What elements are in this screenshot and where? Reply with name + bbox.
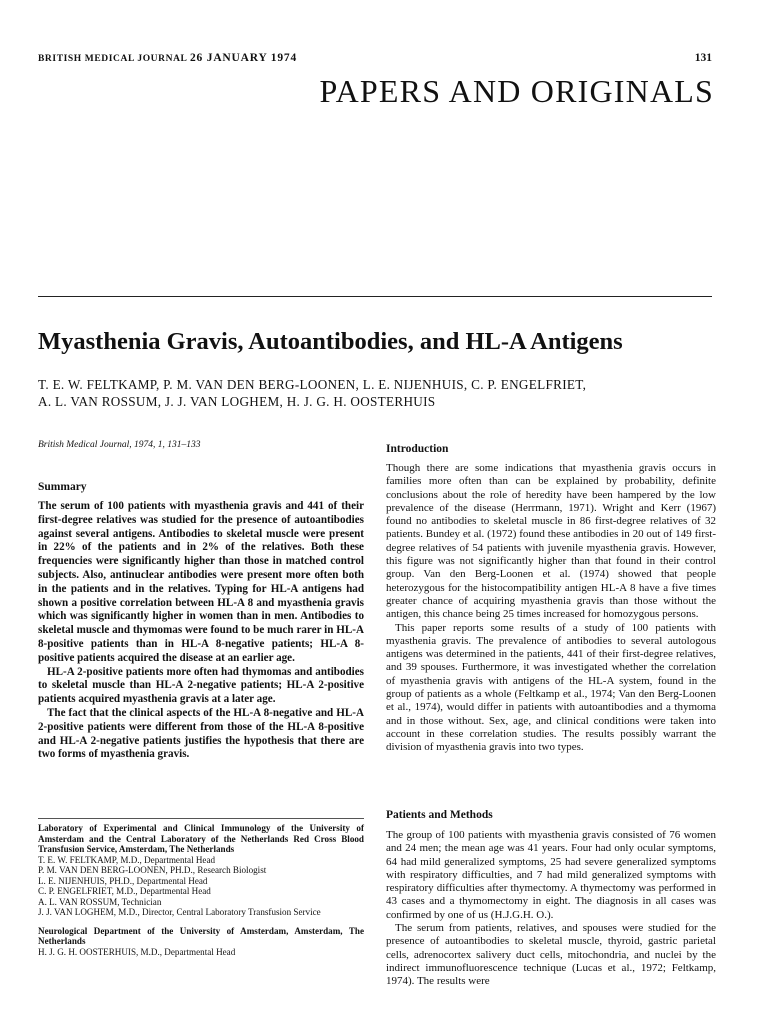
methods-heading: Patients and Methods bbox=[386, 809, 493, 821]
affiliation-person: L. E. NIJENHUIS, PH.D., Departmental Head bbox=[38, 875, 208, 886]
page-number: 131 bbox=[694, 52, 712, 64]
summary-paragraph: HL-A 2-positive patients more often had thymomas and antibodies to skeletal muscle than HL-A 2-negative patients; HL-A 2-positive patients acquired myasthenia gravis at a later age. bbox=[38, 665, 364, 706]
summary-text bbox=[38, 500, 364, 762]
affiliation-person: P. M. VAN DEN BERG-LOONEN, PH.D., Research Biologist bbox=[38, 865, 267, 875]
body-paragraph: Though there are some indications that myasthenia gravis occurs in families more often than can be explained by probability, definite conclusions about the role of heredity have been hampered by the low prevalence of the disease (Herrmann, 1971). Wright and Kerr (1967) found no antibodies to skeletal muscle in 86 first-degree relatives of 32 patients. Bundey et al. (1972) found these antibodies in 20 out of 149 first-degree relatives of 54 patients with juvenile myasthenia gravis. However, this figure was not significantly higher than that found in their control group. Van den Berg-Loonen et al. (1974) showed that people heterozygous for the histocompatibility antigen HL-A 8 have a five times greater chance of acquiring myasthenia gravis than those without the antigen, this chance being 25 times increased for homozygous persons. bbox=[386, 462, 716, 621]
issue-date: 26 JANUARY 1974 bbox=[190, 52, 297, 64]
methods-text bbox=[386, 829, 716, 989]
article-title: Myasthenia Gravis, Autoantibodies, and HL-A Antigens bbox=[38, 328, 623, 355]
footnote-rule bbox=[38, 818, 364, 819]
summary-heading: Summary bbox=[38, 481, 87, 493]
affiliation-person: A. L. VAN ROSSUM, Technician bbox=[38, 896, 162, 907]
section-heading: PAPERS AND ORIGINALS bbox=[319, 73, 714, 109]
summary-paragraph: The serum of 100 patients with myasthenia gravis and 441 of their first-degree relatives was studied for the presence of autoantibodies against several antigens. Antibodies to skeletal muscle were present in 22% of the patients and in 2% of the relatives. Both these frequencies were significantly higher than those in matched control subjects. Also, antinuclear antibodies were present more often both in the patients and in the relatives. Typing for HL-A antigens had shown a positive correlation between HL-A 8 and myasthenia gravis which was significantly higher in women than in men. Antibodies to skeletal muscle and thymomas were found to be much rarer in HL-A 8-positive patients than in HL-A 8-negative patients; HL-A 8-positive patients acquired the disease at an earlier age. bbox=[38, 500, 364, 664]
header-rule bbox=[38, 296, 712, 297]
introduction-heading: Introduction bbox=[386, 443, 449, 455]
body-paragraph: The serum from patients, relatives, and spouses were studied for the presence of autoantibodies to skeletal muscle, thyroid, gastric parietal cells, adrenocortex salivery duct cells, mitochondria, and nuclei by the indirect immunofluorescence technique (Lucas et al., 1972; Feltkamp, 1974). The results were bbox=[386, 922, 716, 988]
citation: British Medical Journal, 1974, 1, 131–133 bbox=[38, 440, 201, 450]
affiliation-person: C. P. ENGELFRIET, M.D., Departmental Head bbox=[38, 886, 211, 896]
body-paragraph: This paper reports some results of a study of 100 patients with myasthenia gravis. The prevalence of antibodies to several autologous antigens was determined in the patients, 441 of their first-degree relatives, and 39 spouses. Furthermore, it was investigated whether the correlation of myasthenia gravis with antigens of the HL-A system, found in the group of patients as a whole (Feltkamp et al., 1974; Van den Berg-Loonen et al., 1974), would differ in patients with autoantibodies and a thymoma and in those without. Sex, age, and clinical conditions were taken into account in these correlation studies. The results possibly warrant the division of myasthenia gravis into two types. bbox=[386, 621, 716, 754]
affiliation-person: T. E. W. FELTKAMP, M.D., Departmental Head bbox=[38, 854, 216, 865]
affiliation-person: J. J. VAN LOGHEM, M.D., Director, Central Laboratory Transfusion Service bbox=[38, 907, 321, 917]
introduction-text bbox=[386, 462, 716, 755]
journal-name: BRITISH MEDICAL JOURNAL bbox=[38, 54, 188, 64]
author-list bbox=[38, 376, 728, 410]
authors-line-2: A. L. VAN ROSSUM, J. J. VAN LOGHEM, H. J. G. H. OOSTERHUIS bbox=[38, 394, 436, 409]
author-affiliations bbox=[38, 823, 364, 957]
authors-line-1: T. E. W. FELTKAMP, P. M. VAN DEN BERG-LOONEN, L. E. NIJENHUIS, C. P. ENGELFRIET, bbox=[38, 377, 587, 392]
body-paragraph: The group of 100 patients with myasthenia gravis consisted of 76 women and 24 men; the mean age was 41 years. Four had only ocular symptoms, 64 had mild generalized symptoms, 25 had severe generalized symptoms with respiratory difficulties, and 7 had mild generalized symptoms with respiratory difficulties after thymectomy. A thymectomy was performed in 43 cases and a thymomectomy in eight. The diagnosis in all cases was confirmed by one of us (H.J.G.H. O.). bbox=[386, 829, 716, 921]
affiliation: Laboratory of Experimental and Clinical Immunology of the University of Amsterdam and the Central Laboratory of the Netherlands Red Cross Blood Transfusion Service, Amsterdam, The Netherlands bbox=[38, 823, 364, 854]
affiliation: Neurological Department of the University of Amsterdam, Amsterdam, The Netherlands bbox=[38, 925, 364, 946]
summary-paragraph: The fact that the clinical aspects of the HL-A 8-negative and HL-A 2-positive patients were different from those of the HL-A 8-positive and HL-A 2-negative patients justifies the hypothesis that there are two forms of myasthenia gravis. bbox=[38, 706, 364, 761]
affiliation-person: H. J. G. H. OOSTERHUIS, M.D., Departmental Head bbox=[38, 946, 236, 957]
